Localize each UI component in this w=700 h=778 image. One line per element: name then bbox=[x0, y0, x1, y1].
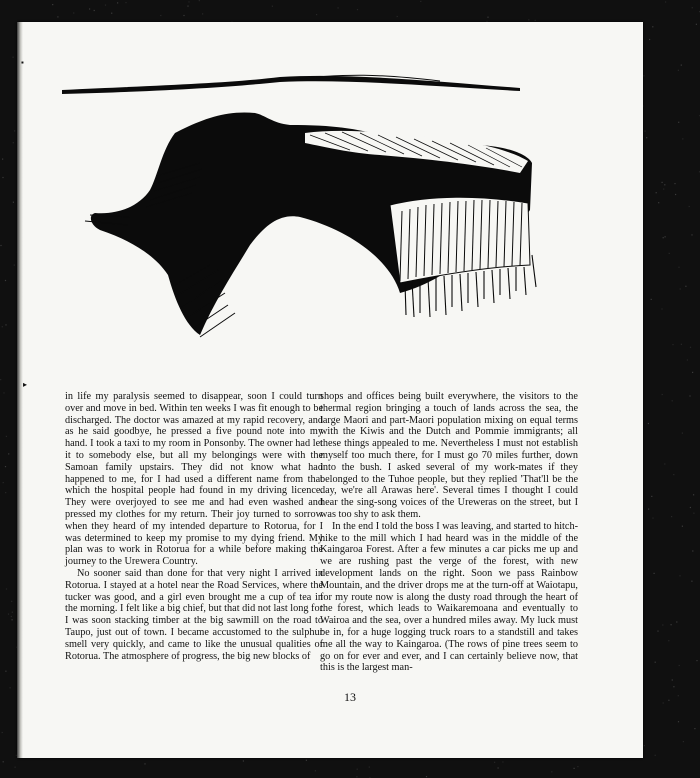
page-gutter-shadow bbox=[17, 22, 23, 758]
text-column-left bbox=[65, 391, 323, 662]
paragraph: No sooner said than done for that very night I arrived in Rotorua. I stayed at a hotel near the Road Services, where the tucker was good, and a girl even brought me a cup of tea in the morning. I felt like a big chief, but that did not last long for I was soon stacking timber at the big sawmill on the road to Taupo, just out of town. I became accustomed to the sulphur smell very quickly, and came to like the unusual qualities of Rotorua. The atmosphere of progress, the big new blocks of bbox=[65, 567, 323, 662]
page-number: 13 bbox=[344, 690, 356, 704]
paragraph: in life my paralysis seemed to disappear, soon I could turn over and move in bed. Within ten weeks I was fit enough to be discharged. The doctor was amazed at my rapid recovery, and as he said goodbye, he pressed a five pound note into my hand. I took a taxi to my room in Ponsonby. The owner had let it to somebody else, but all my belongings were with the Samoan family upstairs. They did not know what had happened to me, for I had used a different name from that which the hospital people had found in my driving licence. They were overjoyed to see me and had even washed and pressed my clothes for my return. Their joy turned to sorrow when they heard of my intended departure to Rotorua, for I was determined to keep my promise to my dying friend. My plan was to work in Rotorua for a while before making the journey to the Urewera Country. bbox=[65, 391, 323, 568]
margin-mark: ▸ bbox=[23, 380, 28, 389]
margin-mark: ▪ bbox=[21, 58, 24, 67]
paragraph: In the end I told the boss I was leaving, and started to hitch-hike to the mill which I had heard was in the middle of the Kaingaroa Forest. After a few minutes a car picks me up and we are rushing past the verge of the forest, with new development lands on the right. Soon we pass Rainbow Mountain, and the driver drops me at the turn-off at Waiotapu, for my route now is along the dusty road through the heart of the forest, which leads to Waikaremoana and eventually to Wairoa and the sea, over a hundred miles away. My luck must be in, for a huge logging truck roars to a standstill and takes me all the way to Kaingaroa. (The rows of pine trees seem to go on for ever and ever, and I can certainly believe now, that this is the largest man- bbox=[320, 520, 578, 674]
text-column-right bbox=[320, 391, 578, 674]
paragraph: shops and offices being built everywhere, the visitors to the thermal region bringing a touch of lands across the sea, the large Maori and part-Maori population mixing on equal terms with the Kiwis and the Dutch and Pommie immigrants; all these things appealed to me. Nevertheless I must not establish myself too much there, for I must go 70 miles further, down into the bush. I asked several of my work-mates if they belonged to the Tuhoe people, but they replied 'That'll be the day, we're all Arawas here'. Several times I thought I could hear the sing-song voices of the Ureweras on the street, but I was too shy to ask them. bbox=[320, 391, 578, 520]
hut-illustration bbox=[50, 55, 610, 355]
